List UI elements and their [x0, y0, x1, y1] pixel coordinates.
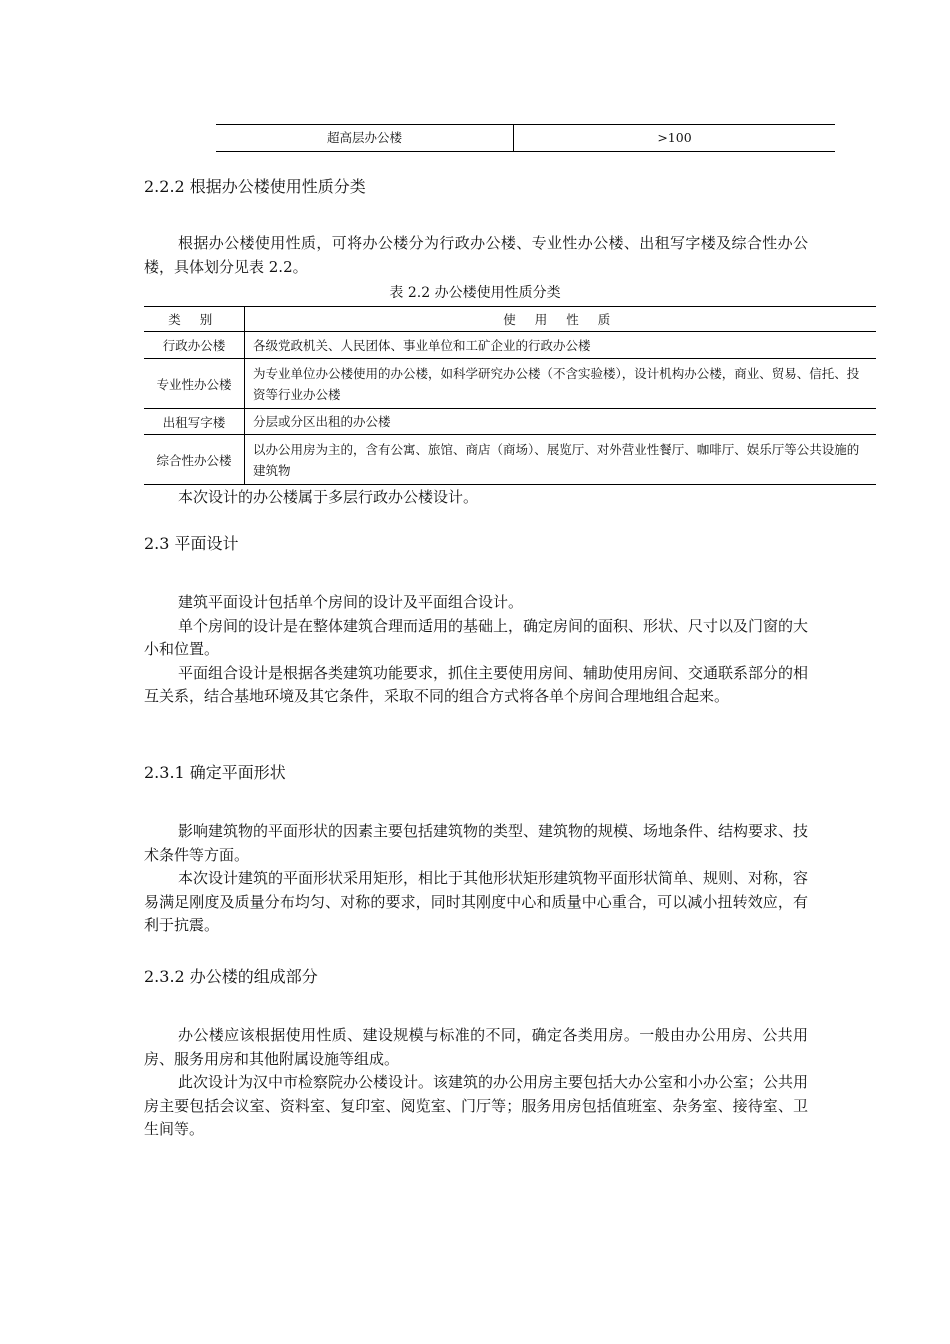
section-2-3-2-p1: 办公楼应该根据使用性质、建设规模与标准的不同，确定各类用房。一般由办公用房、公共用房、服务用房和其他附属设施等组成。	[144, 1026, 808, 1068]
section-2-3-p2: 单个房间的设计是在整体建筑合理而适用的基础上，确定房间的面积、形状、尺寸以及门窗的大小和位置。	[144, 616, 809, 658]
section-2-3-1-body	[144, 820, 808, 938]
section-2-3-2-p2: 此次设计为汉中市检察院办公楼设计。该建筑的办公用房主要包括大办公室和小办公室；公共用房主要包括会议室、资料室、复印室、阅览室、门厅等；服务用房包括值班室、杂务室、接待室、卫生间等。	[144, 1073, 809, 1138]
section-2-3-2-body	[144, 1024, 808, 1142]
table-header-category: 类 别	[144, 307, 245, 332]
table-row	[144, 332, 876, 359]
table-header-usage: 使 用 性 质	[245, 307, 877, 332]
table-2-2-note: 本次设计的办公楼属于多层行政办公楼设计。	[178, 488, 479, 506]
section-2-3-body	[144, 591, 808, 709]
table-row	[144, 435, 876, 485]
section-2-3-heading: 2.3 平面设计	[144, 534, 239, 553]
table-row	[144, 359, 876, 409]
top-table-fragment	[216, 124, 835, 152]
table-header-row	[144, 307, 876, 332]
table-2-2	[144, 306, 876, 485]
section-2-3-1-p1: 影响建筑物的平面形状的因素主要包括建筑物的类型、建筑物的规模、场地条件、结构要求、技术条件等方面。	[144, 822, 809, 864]
top-table-value: >100	[657, 130, 692, 145]
top-table-category: 超高层办公楼	[216, 125, 514, 151]
table-note-block	[144, 486, 808, 510]
section-2-3-p3: 平面组合设计是根据各类建筑功能要求，抓住主要使用房间、辅助使用房间、交通联系部分的相互关系，结合基地环境及其它条件，采取不同的组合方式将各单个房间合理地组合起来。	[144, 663, 809, 705]
table-row-description: 为专业单位办公楼使用的办公楼，如科学研究办公楼（不含实验楼），设计机构办公楼，商业、贸易、信托、投资等行业办公楼	[245, 359, 877, 409]
section-2-2-2-intro: 根据办公楼使用性质，可将办公楼分为行政办公楼、专业性办公楼、出租写字楼及综合性办公楼，具体划分见表 2.2。	[144, 234, 808, 276]
table-row-category: 出租写字楼	[144, 409, 245, 435]
section-2-3-1-p2: 本次设计建筑的平面形状采用矩形，相比于其他形状矩形建筑物平面形状简单、规则、对称，容易满足刚度及质量分布均匀、对称的要求，同时其刚度中心和质量中心重合，可以减小扭转效应，有利于抗震。	[144, 869, 809, 934]
section-2-3-1-heading: 2.3.1 确定平面形状	[144, 763, 286, 782]
section-2-2-2-heading: 2.2.2 根据办公楼使用性质分类	[144, 177, 366, 196]
table-row-category: 行政办公楼	[144, 332, 245, 359]
table-row-description: 各级党政机关、人民团体、事业单位和工矿企业的行政办公楼	[245, 332, 877, 359]
table-2-2-caption: 表 2.2 办公楼使用性质分类	[389, 285, 561, 301]
section-2-3-p1: 建筑平面设计包括单个房间的设计及平面组合设计。	[178, 593, 524, 611]
table-row-description: 分层或分区出租的办公楼	[245, 409, 877, 435]
table-row-category: 专业性办公楼	[144, 359, 245, 409]
section-2-3-2-heading: 2.3.2 办公楼的组成部分	[144, 967, 318, 986]
table-row-category: 综合性办公楼	[144, 435, 245, 485]
table-row	[144, 409, 876, 435]
section-2-2-2-body	[144, 232, 808, 279]
table-row-description: 以办公用房为主的，含有公寓、旅馆、商店（商场）、展览厅、对外营业性餐厅、咖啡厅、娱乐厅等公共设施的建筑物	[245, 435, 877, 485]
